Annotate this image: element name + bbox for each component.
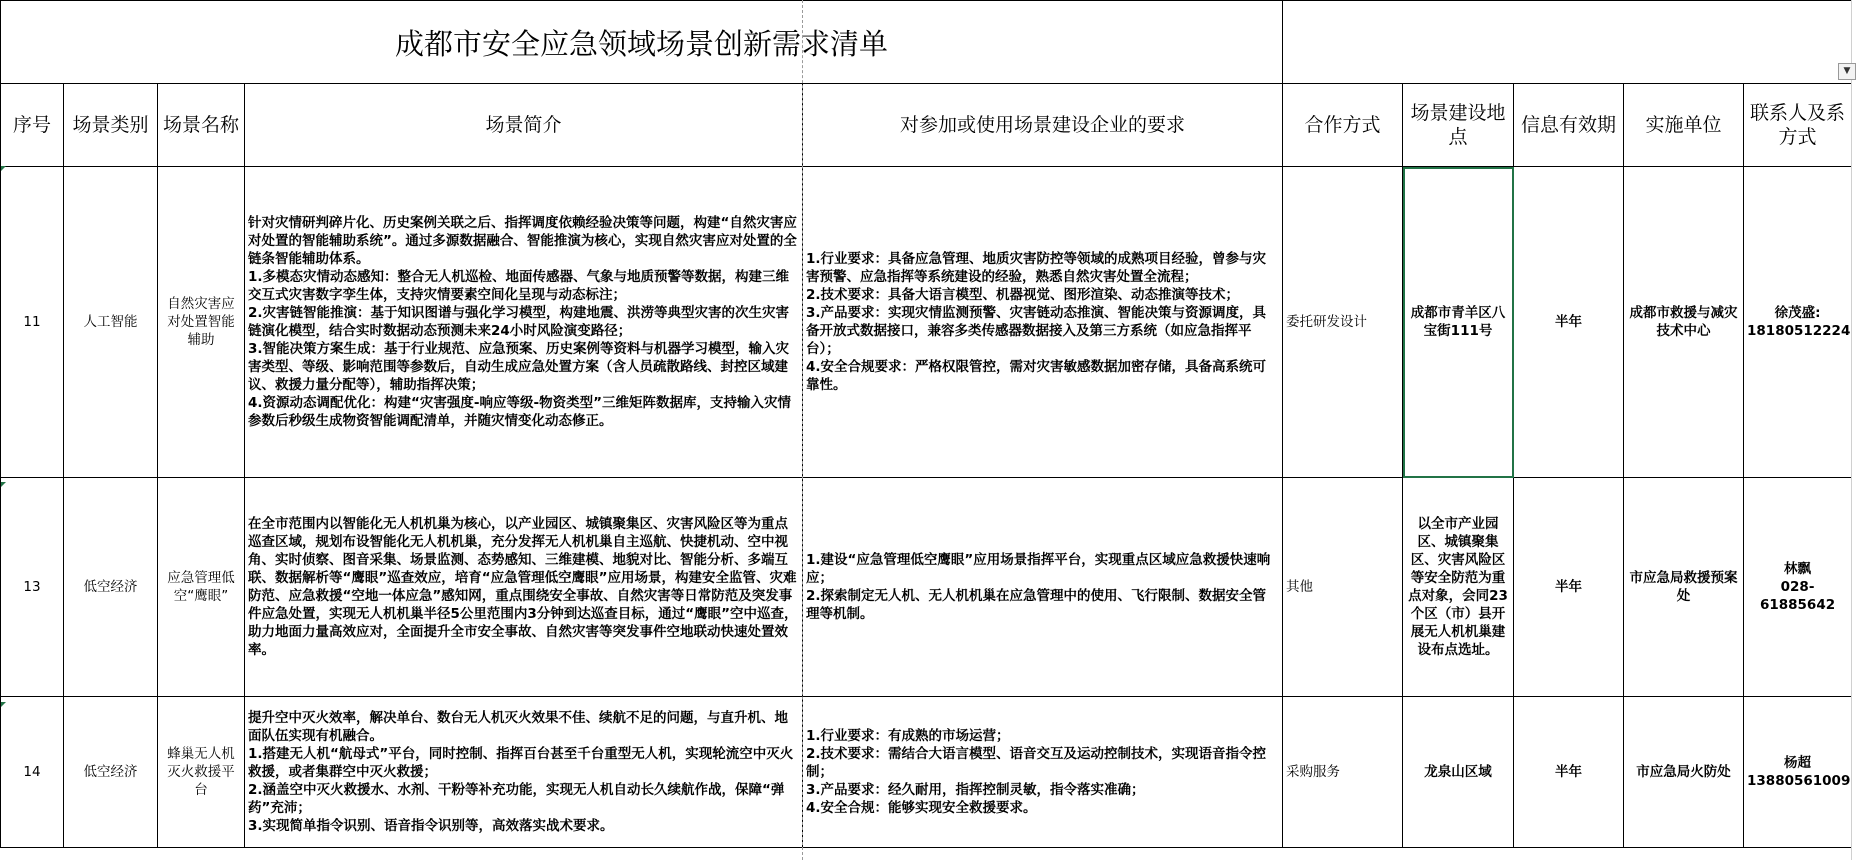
cell-category[interactable]: 低空经济 xyxy=(64,697,158,848)
requirement-line: 2.技术要求：具备大语言模型、机器视觉、图形渲染、动态推演等技术； xyxy=(806,287,1240,303)
intro-line: 2.灾害链智能推演：基于知识图谱与强化学习模型，构建地震、洪涝等典型灾害的次生灾害链演化模型，结合实时数据动态预测未来24小时风险演变路径； xyxy=(248,305,790,339)
intro-line: 3.实现简单指令识别、语音指令识别等，高效落实战术要求。 xyxy=(248,818,614,834)
intro-line: 在全市范围内以智能化无人机机巢为核心，以产业园区、城镇聚集区、灾害风险区等为重点巡查区域，规划布设智能化无人机机巢，充分发挥无人机机巢自主巡航、快捷机动、空中视角、实时侦察、图音采集、场景监测、态势感知、三维建模、地貌对比、智能分析、多端互联、数据解析等“鹰眼”巡查效应，培育“应急管理低空鹰眼”应用场景，构建安全监管、灾难防范、应急救援“空地一体应急”感知网，重点围绕安全事故、自然灾害等日常防范及突发事件应急处置，实现无人机机巢半径5公里范围内3分钟到达巡查目标，通过“鹰眼”空中巡查，助力地面力量高效应对，全面提升全市安全事故、自然灾害等突发事件空地联动快速处置效率。 xyxy=(248,516,798,658)
header-cooperation[interactable]: 合作方式 xyxy=(1283,84,1403,167)
header-contact[interactable]: 联系人及系方式 xyxy=(1744,84,1852,167)
header-name[interactable]: 场景名称 xyxy=(158,84,245,167)
cell-category[interactable]: 人工智能 xyxy=(64,167,158,478)
cell-location[interactable]: 龙泉山区域 xyxy=(1403,697,1514,848)
contact-phone: 13880561009 xyxy=(1747,773,1851,789)
header-location[interactable]: 场景建设地点 xyxy=(1403,84,1514,167)
title-empty-cell[interactable] xyxy=(1283,1,1852,84)
requirement-line: 3.产品要求：实现灾情监测预警、灾害链动态推演、智能决策与资源调度，具备开放式数据接口，兼容多类传感器数据接入及第三方系统（如应急指挥平台）； xyxy=(806,305,1267,357)
cell-requirements[interactable] xyxy=(803,167,1283,478)
intro-line: 针对灾情研判碎片化、历史案例关联之后、指挥调度依赖经验决策等问题，构建“自然灾害应对处置的智能辅助系统”。通过多源数据融合、智能推演为核心，实现自然灾害应对处置的全链条智能辅助体系。 xyxy=(248,215,797,267)
requirement-line: 2.探索制定无人机、无人机机巢在应急管理中的使用、飞行限制、数据安全管理等机制。 xyxy=(806,588,1267,622)
contact-phone: 028-61885642 xyxy=(1759,579,1836,613)
cell-validity[interactable]: 半年 xyxy=(1514,478,1624,697)
header-unit[interactable]: 实施单位 xyxy=(1624,84,1744,167)
cell-cooperation[interactable]: 委托研发设计 xyxy=(1283,167,1403,478)
requirement-line: 1.行业要求：有成熟的市场运营； xyxy=(806,728,1010,744)
cell-unit[interactable]: 成都市救援与减灾技术中心 xyxy=(1624,167,1744,478)
intro-line: 提升空中灭火效率，解决单台、数台无人机灭火效果不佳、续航不足的问题，与直升机、地面队伍实现有机融合。 xyxy=(248,710,788,744)
cell-unit[interactable]: 市应急局火防处 xyxy=(1624,697,1744,848)
cell-intro[interactable] xyxy=(245,697,803,848)
intro-line: 1.搭建无人机“航母式”平台，同时控制、指挥百台甚至千台重型无人机，实现轮流空中灭火救援，或者集群空中灭火救援； xyxy=(248,746,794,780)
requirement-line: 1.行业要求：具备应急管理、地质灾害防控等领域的成熟项目经验，曾参与灾害预警、应急指挥等系统建设的经验，熟悉自然灾害处置全流程； xyxy=(806,251,1267,285)
title-row xyxy=(1,1,1852,84)
cell-intro[interactable] xyxy=(245,167,803,478)
cell-validity[interactable]: 半年 xyxy=(1514,167,1624,478)
contact-phone: 18180512224 xyxy=(1747,323,1851,339)
scroll-gutter xyxy=(1851,0,1871,860)
requirement-line: 2.技术要求：需结合大语言模型、语音交互及运动控制技术，实现语音指令控制； xyxy=(806,746,1267,780)
header-category[interactable]: 场景类别 xyxy=(64,84,158,167)
cell-contact[interactable] xyxy=(1744,478,1852,697)
intro-line: 2.涵盖空中灭火救援水、水剂、干粉等补充功能，实现无人机自动长久续航作战，保障“弹药”充沛； xyxy=(248,782,785,816)
requirement-line: 4.安全合规要求：严格权限管控，需对灾害敏感数据加密存储，具备高系统可靠性。 xyxy=(806,359,1267,393)
cell-name[interactable]: 应急管理低空“鹰眼” xyxy=(158,478,245,697)
contact-name: 徐茂盛: xyxy=(1774,305,1821,321)
cell-requirements[interactable] xyxy=(803,478,1283,697)
table-row xyxy=(1,167,1852,478)
cell-comment-marker xyxy=(1,482,6,487)
filter-dropdown-icon[interactable]: ▼ xyxy=(1838,63,1856,80)
intro-line: 4.资源动态调配优化：构建“灾害强度-响应等级-物资类型”三维矩阵数据库，支持输入灾情参数后秒级生成物资智能调配清单，并随灾情变化动态修正。 xyxy=(248,395,791,429)
contact-name: 杨超 xyxy=(1784,755,1812,771)
cell-unit[interactable]: 市应急局救援预案处 xyxy=(1624,478,1744,697)
cell-name[interactable]: 蜂巢无人机灭火救援平台 xyxy=(158,697,245,848)
cell-category[interactable]: 低空经济 xyxy=(64,478,158,697)
requirement-line: 3.产品要求：经久耐用，指挥控制灵敏，指令落实准确； xyxy=(806,782,1145,798)
cell-comment-marker xyxy=(1,166,6,171)
requirement-line: 4.安全合规：能够实现安全救援要求。 xyxy=(806,800,1037,816)
cell-cooperation[interactable]: 采购服务 xyxy=(1283,697,1403,848)
cell-no[interactable]: 13 xyxy=(1,478,64,697)
cell-contact[interactable] xyxy=(1744,167,1852,478)
cell-comment-marker xyxy=(1,702,6,707)
cell-no[interactable]: 11 xyxy=(1,167,64,478)
header-validity[interactable]: 信息有效期 xyxy=(1514,84,1624,167)
cell-validity[interactable]: 半年 xyxy=(1514,697,1624,848)
table-row xyxy=(1,478,1852,697)
header-no[interactable]: 序号 xyxy=(1,84,64,167)
header-intro[interactable]: 场景简介 xyxy=(245,84,803,167)
cell-intro[interactable] xyxy=(245,478,803,697)
sheet-title[interactable]: 成都市安全应急领域场景创新需求清单 xyxy=(1,1,1283,84)
intro-line: 3.智能决策方案生成：基于行业规范、应急预案、历史案例等资料与机器学习模型，输入灾害类型、等级、影响范围等参数后，自动生成应急处置方案（含人员疏散路线、封控区域建议、救援力量分配等），辅助指挥决策； xyxy=(248,341,790,393)
cell-no[interactable]: 14 xyxy=(1,697,64,848)
table-row xyxy=(1,697,1852,848)
cell-cooperation[interactable]: 其他 xyxy=(1283,478,1403,697)
cell-name[interactable]: 自然灾害应对处置智能辅助 xyxy=(158,167,245,478)
requirement-line: 1.建设“应急管理低空鹰眼”应用场景指挥平台，实现重点区域应急救援快速响应； xyxy=(806,552,1271,586)
cell-location[interactable]: 以全市产业园区、城镇聚集区、灾害风险区等安全防范为重点对象，会同23个区（市）县开展无人机机巢建设布点选址。 xyxy=(1403,478,1514,697)
header-row xyxy=(1,84,1852,167)
cell-requirements[interactable] xyxy=(803,697,1283,848)
cell-contact[interactable] xyxy=(1744,697,1852,848)
contact-name: 林飘 xyxy=(1784,561,1812,577)
header-requirements[interactable]: 对参加或使用场景建设企业的要求 xyxy=(803,84,1283,167)
intro-line: 1.多模态灾情动态感知：整合无人机巡检、地面传感器、气象与地质预警等数据，构建三维交互式灾害数字孪生体，支持灾情要素空间化呈现与动态标注； xyxy=(248,269,790,303)
cell-location[interactable]: 成都市青羊区八宝街111号 xyxy=(1403,167,1514,478)
